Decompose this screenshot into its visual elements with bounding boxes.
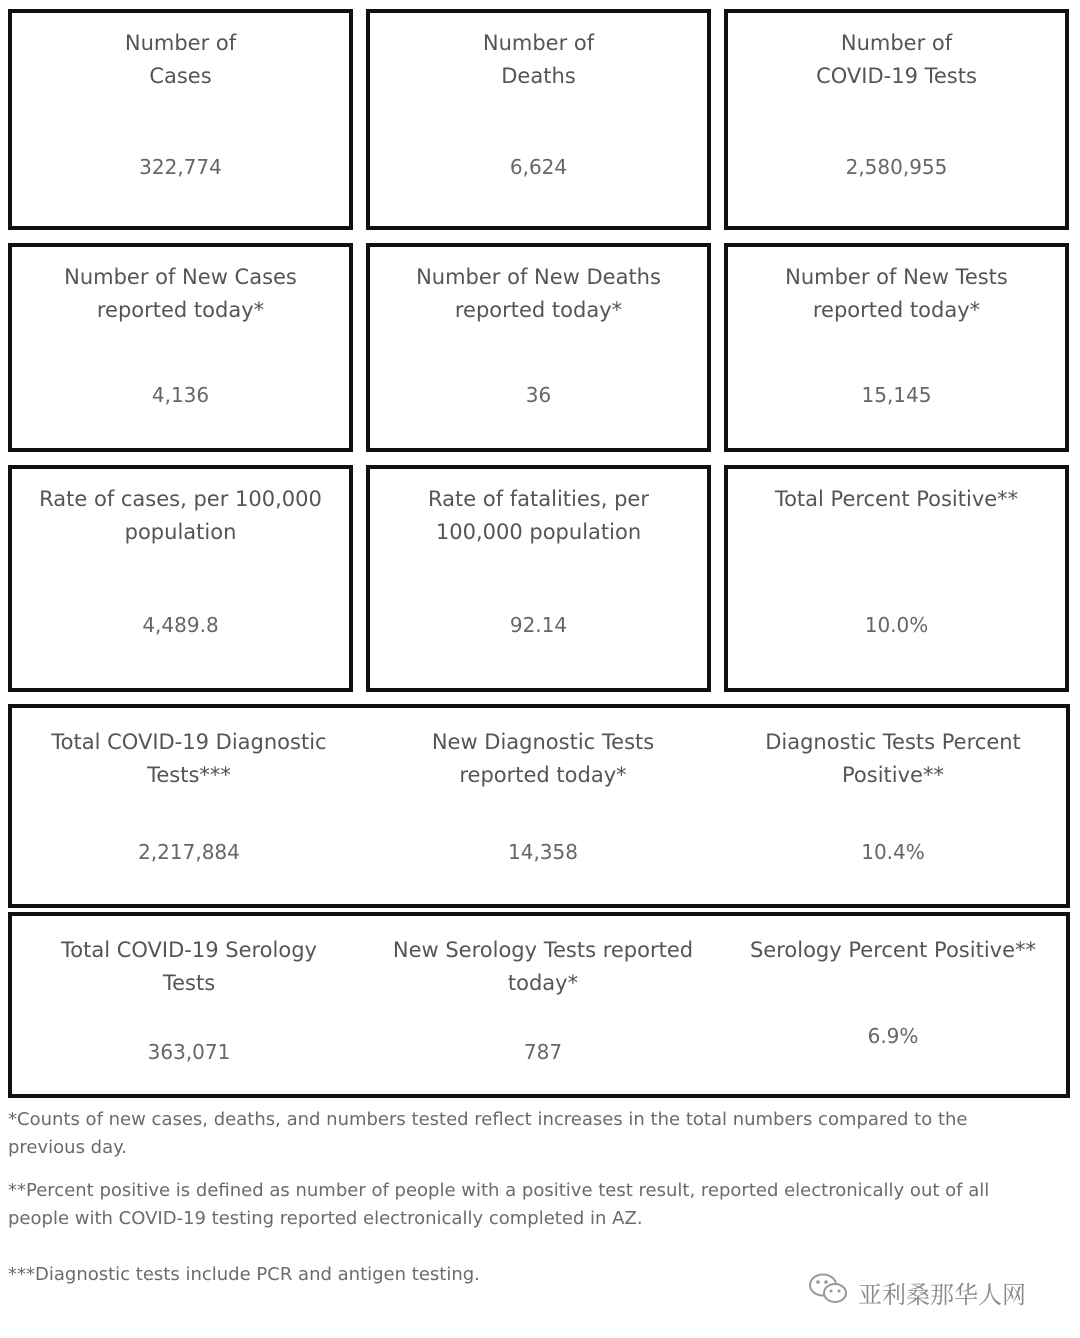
diagnostic-total-value: 2,217,884 bbox=[138, 840, 240, 864]
serology-new-value: 787 bbox=[523, 1040, 563, 1064]
new-cases-label: Number of New Cases reported today* bbox=[64, 265, 297, 322]
fatality-rate-value: 92.14 bbox=[509, 613, 568, 637]
footnote-percent-positive: **Percent positive is defined as number of people with a positive test result, reported electronically out of all people with COVID-19 testing reported electronically completed in AZ. bbox=[8, 1180, 990, 1229]
cases-card bbox=[8, 9, 353, 230]
diagnostic-total-cell bbox=[12, 708, 366, 904]
case-rate-label: Rate of cases, per 100,000 population bbox=[39, 487, 322, 544]
cases-value: 322,774 bbox=[139, 155, 222, 179]
new-cases-card bbox=[8, 243, 353, 452]
deaths-card bbox=[366, 9, 711, 230]
deaths-label: Number of Deaths bbox=[482, 31, 595, 88]
serology-panel bbox=[8, 912, 1070, 1098]
footnote-diagnostic-tests: ***Diagnostic tests include PCR and antigen testing. bbox=[8, 1264, 480, 1285]
wechat-icon bbox=[808, 1272, 850, 1312]
diagnostic-total-label: Total COVID-19 Diagnostic Tests*** bbox=[51, 730, 327, 787]
case-rate-value: 4,489.8 bbox=[142, 613, 219, 637]
new-cases-value: 4,136 bbox=[151, 383, 210, 407]
percent-positive-card bbox=[724, 465, 1069, 692]
fatality-rate-card bbox=[366, 465, 711, 692]
serology-percent-cell bbox=[720, 916, 1066, 1094]
serology-total-label: Total COVID-19 Serology Tests bbox=[61, 938, 317, 995]
serology-new-label: New Serology Tests reported today* bbox=[392, 938, 694, 995]
diagnostic-new-value: 14,358 bbox=[508, 840, 578, 864]
serology-total-value: 363,071 bbox=[147, 1040, 231, 1064]
watermark-text: 亚利桑那华人网 bbox=[858, 1280, 1026, 1309]
cases-label: Number of Cases bbox=[124, 31, 237, 88]
new-deaths-label: Number of New Deaths reported today* bbox=[416, 265, 661, 322]
deaths-value: 6,624 bbox=[509, 155, 568, 179]
serology-new-cell bbox=[366, 916, 720, 1094]
percent-positive-value: 10.0% bbox=[864, 613, 929, 637]
serology-percent-label: Serology Percent Positive** bbox=[749, 938, 1037, 962]
tests-card bbox=[724, 9, 1069, 230]
diagnostic-panel bbox=[8, 704, 1070, 908]
new-tests-card bbox=[724, 243, 1069, 452]
percent-positive-label: Total Percent Positive** bbox=[774, 487, 1019, 511]
fatality-rate-label: Rate of fatalities, per 100,000 population bbox=[428, 487, 649, 544]
case-rate-card bbox=[8, 465, 353, 692]
tests-value: 2,580,955 bbox=[845, 155, 948, 179]
diagnostic-percent-value: 10.4% bbox=[861, 840, 925, 864]
footnote-new-counts: *Counts of new cases, deaths, and numbers tested reflect increases in the total numbers compared to the previous day. bbox=[8, 1109, 968, 1158]
new-tests-value: 15,145 bbox=[861, 383, 932, 407]
tests-label: Number of COVID-19 Tests bbox=[816, 31, 977, 88]
diagnostic-percent-label: Diagnostic Tests Percent Positive** bbox=[765, 730, 1021, 787]
serology-percent-value: 6.9% bbox=[867, 1024, 919, 1048]
watermark bbox=[808, 1272, 1026, 1312]
new-deaths-value: 36 bbox=[525, 383, 552, 407]
diagnostic-new-label: New Diagnostic Tests reported today* bbox=[431, 730, 655, 787]
diagnostic-new-cell bbox=[366, 708, 720, 904]
diagnostic-percent-cell bbox=[720, 708, 1066, 904]
serology-total-cell bbox=[12, 916, 366, 1094]
new-deaths-card bbox=[366, 243, 711, 452]
new-tests-label: Number of New Tests reported today* bbox=[785, 265, 1008, 322]
